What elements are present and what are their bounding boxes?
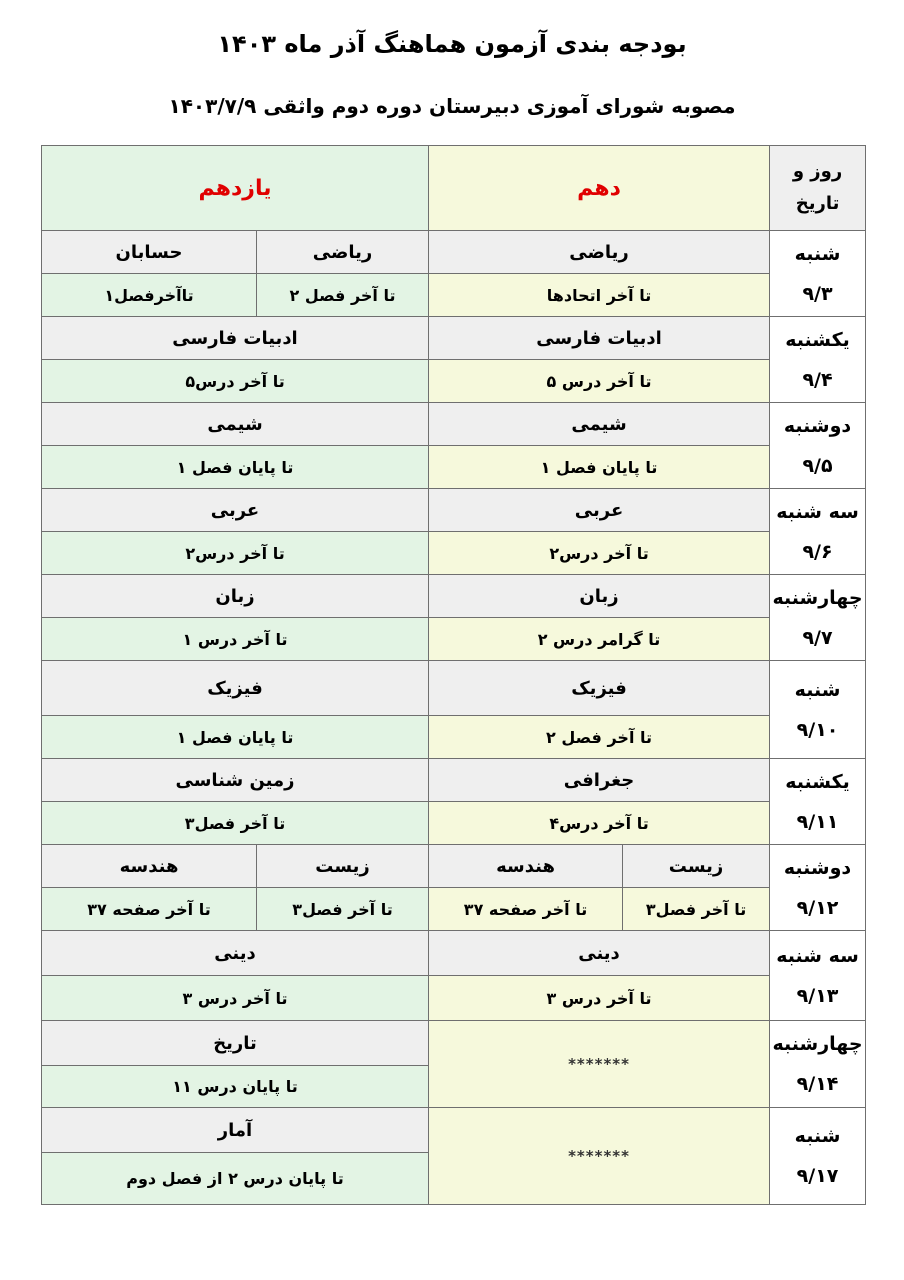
grade11-subject: زیست: [257, 845, 429, 888]
grade11-subject: آمار: [42, 1108, 429, 1153]
grade10-subject: زیست: [623, 845, 770, 888]
grade11-subject: فیزیک: [42, 661, 429, 716]
table-row: [42, 802, 866, 845]
grade10-scope: تا آخر اتحادها: [429, 274, 770, 317]
grade10-scope: تا آخر فصل۳: [623, 888, 770, 931]
grade10-scope: تا پایان فصل ۱: [429, 446, 770, 489]
page-subtitle: مصوبه شورای آموزی دبیرستان دوره دوم واثقی ۱۴۰۳/۷/۹: [168, 94, 736, 118]
grade11-subject: دینی: [42, 931, 429, 976]
grade11-subject: هندسه: [42, 845, 257, 888]
grade11-subject: حسابان: [42, 231, 257, 274]
day-date-cell: یکشنبه ۹/۴: [770, 317, 866, 403]
grade10-empty-marker: *******: [429, 1108, 770, 1205]
day-date-cell: سه شنبه ۹/۶: [770, 489, 866, 575]
grade10-subject: شیمی: [429, 403, 770, 446]
grade11-scope: تا آخر درس ۳: [42, 976, 429, 1021]
grade10-subject: جغرافی: [429, 759, 770, 802]
grade11-subject: شیمی: [42, 403, 429, 446]
grade11-scope: تا آخر درس۲: [42, 532, 429, 575]
grade10-scope: تا آخر درس۴: [429, 802, 770, 845]
grade11-subject: تاریخ: [42, 1021, 429, 1066]
grade10-scope: تا گرامر درس ۲: [429, 618, 770, 661]
table-header-row: [42, 146, 866, 231]
table-row: [42, 532, 866, 575]
table-row: [42, 716, 866, 759]
table-row: [42, 618, 866, 661]
table-row: [42, 489, 866, 532]
grade11-subject: ریاضی: [257, 231, 429, 274]
day-date-header: [770, 146, 866, 231]
grade10-scope: تا آخر صفحه ۳۷: [429, 888, 623, 931]
grade11-subject: ادبیات فارسی: [42, 317, 429, 360]
day-date-cell: دوشنبه ۹/۵: [770, 403, 866, 489]
grade11-subject: زبان: [42, 575, 429, 618]
grade10-header: دهم: [429, 146, 770, 231]
table-row: [42, 931, 866, 976]
grade10-scope: تا آخر درس ۳: [429, 976, 770, 1021]
grade11-scope: تا آخر فصل۳: [42, 802, 429, 845]
table-row: [42, 888, 866, 931]
grade10-scope: تا آخر درس۲: [429, 532, 770, 575]
grade11-scope: تا پایان فصل ۱: [42, 446, 429, 489]
grade11-scope: تاآخرفصل۱: [42, 274, 257, 317]
table-row: [42, 274, 866, 317]
table-row: [42, 575, 866, 618]
day-date-cell: شنبه ۹/۳: [770, 231, 866, 317]
grade10-subject: عربی: [429, 489, 770, 532]
grade11-scope: تا آخر درس ۱: [42, 618, 429, 661]
grade11-scope: تا آخر صفحه ۳۷: [42, 888, 257, 931]
table-row: [42, 976, 866, 1021]
grade10-scope: تا آخر فصل ۲: [429, 716, 770, 759]
grade11-scope: تا آخر فصل۳: [257, 888, 429, 931]
day-date-cell: چهارشنبه ۹/۱۴: [770, 1021, 866, 1108]
day-date-cell: چهارشنبه ۹/۷: [770, 575, 866, 661]
day-date-cell: دوشنبه ۹/۱۲: [770, 845, 866, 931]
table-row: [42, 1108, 866, 1153]
day-date-cell: شنبه ۹/۱۰: [770, 661, 866, 759]
grade11-scope: تا پایان درس ۱۱: [42, 1066, 429, 1108]
table-row: [42, 403, 866, 446]
table-row: [42, 231, 866, 274]
day-header-label: روز و: [792, 161, 843, 182]
grade11-scope: تا آخر فصل ۲: [257, 274, 429, 317]
grade11-scope: تا پایان فصل ۱: [42, 716, 429, 759]
table-row: [42, 1021, 866, 1066]
table-row: [42, 759, 866, 802]
grade10-empty-marker: *******: [429, 1021, 770, 1108]
exam-schedule-table: [41, 145, 866, 1205]
grade11-scope: تا آخر درس۵: [42, 360, 429, 403]
day-date-cell: یکشنبه ۹/۱۱: [770, 759, 866, 845]
grade10-subject: هندسه: [429, 845, 623, 888]
grade10-subject: زبان: [429, 575, 770, 618]
date-header-label: تاریخ: [795, 193, 840, 214]
table-row: [42, 360, 866, 403]
day-date-cell: شنبه ۹/۱۷: [770, 1108, 866, 1205]
grade10-subject: دینی: [429, 931, 770, 976]
grade10-scope: تا آخر درس ۵: [429, 360, 770, 403]
grade10-subject: ریاضی: [429, 231, 770, 274]
grade10-subject: ادبیات فارسی: [429, 317, 770, 360]
table-row: [42, 446, 866, 489]
grade11-subject: زمین شناسی: [42, 759, 429, 802]
grade11-subject: عربی: [42, 489, 429, 532]
grade11-scope: تا پایان درس ۲ از فصل دوم: [42, 1153, 429, 1205]
table-row: [42, 661, 866, 716]
day-date-cell: سه شنبه ۹/۱۳: [770, 931, 866, 1021]
page-title: بودجه بندی آزمون هماهنگ آذر ماه ۱۴۰۳: [217, 30, 687, 58]
grade10-subject: فیزیک: [429, 661, 770, 716]
table-row: [42, 845, 866, 888]
table-row: [42, 317, 866, 360]
grade11-header: یازدهم: [42, 146, 429, 231]
